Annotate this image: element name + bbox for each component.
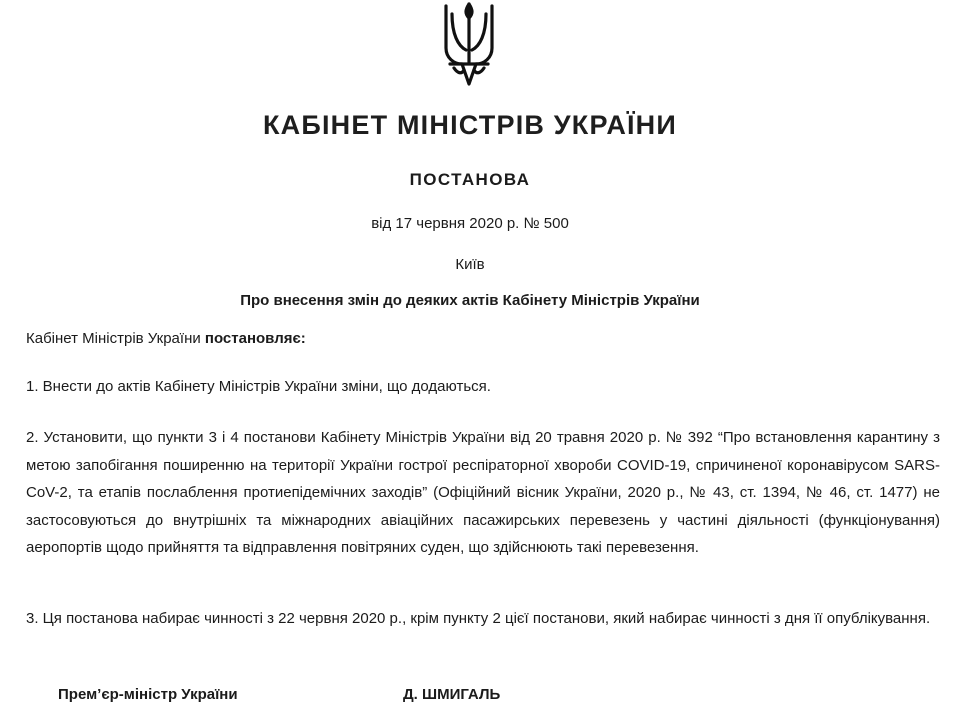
intro-emphasis: постановляє:: [204, 330, 306, 347]
city: Київ: [455, 256, 485, 273]
signatory-title: Прем’єр-міністр України: [58, 686, 238, 703]
intro-text: Кабінет Міністрів України: [26, 330, 205, 347]
intro-paragraph: [26, 325, 940, 353]
organization-title: КАБІНЕТ МІНІСТРІВ УКРАЇНИ: [263, 110, 677, 140]
paragraph-3: 3. Ця постанова набирає чинності з 22 червня 2020 р., крім пункту 2 цієї постанови, який набирає чинності з дня її опублікування.: [26, 610, 931, 627]
paragraph-1: 1. Внести до актів Кабінету Міністрів України зміни, що додаються.: [26, 378, 491, 395]
document-subject: Про внесення змін до деяких актів Кабінету Міністрів України: [240, 292, 700, 309]
trident-coat-of-arms-icon: [440, 0, 498, 88]
date-and-number: від 17 червня 2020 р. № 500: [371, 215, 569, 232]
document-type: ПОСТАНОВА: [409, 170, 531, 189]
paragraph-2: 2. Установити, що пункти 3 і 4 постанови Кабінету Міністрів України від 20 травня 2020 р. № 392 “Про встановлення карантину з метою запобігання поширенню на території України гострої респіраторної хвороби COVID-19, спричиненої коронавірусом SARS-CoV-2, та етапів послаблення протиепідемічних заходів” (Офіційний вісник України, 2020 р., № 43, ст. 1394, № 46, ст. 1477) не застосовуються до внутрішніх та міжнародних авіаційних пасажирських перевезень у частині діяльності (функціонування) аеропортів щодо прийняття та відправлення повітряних суден, що здійснюють такі перевезення.: [26, 429, 940, 556]
signatory-name: Д. ШМИГАЛЬ: [403, 686, 501, 703]
